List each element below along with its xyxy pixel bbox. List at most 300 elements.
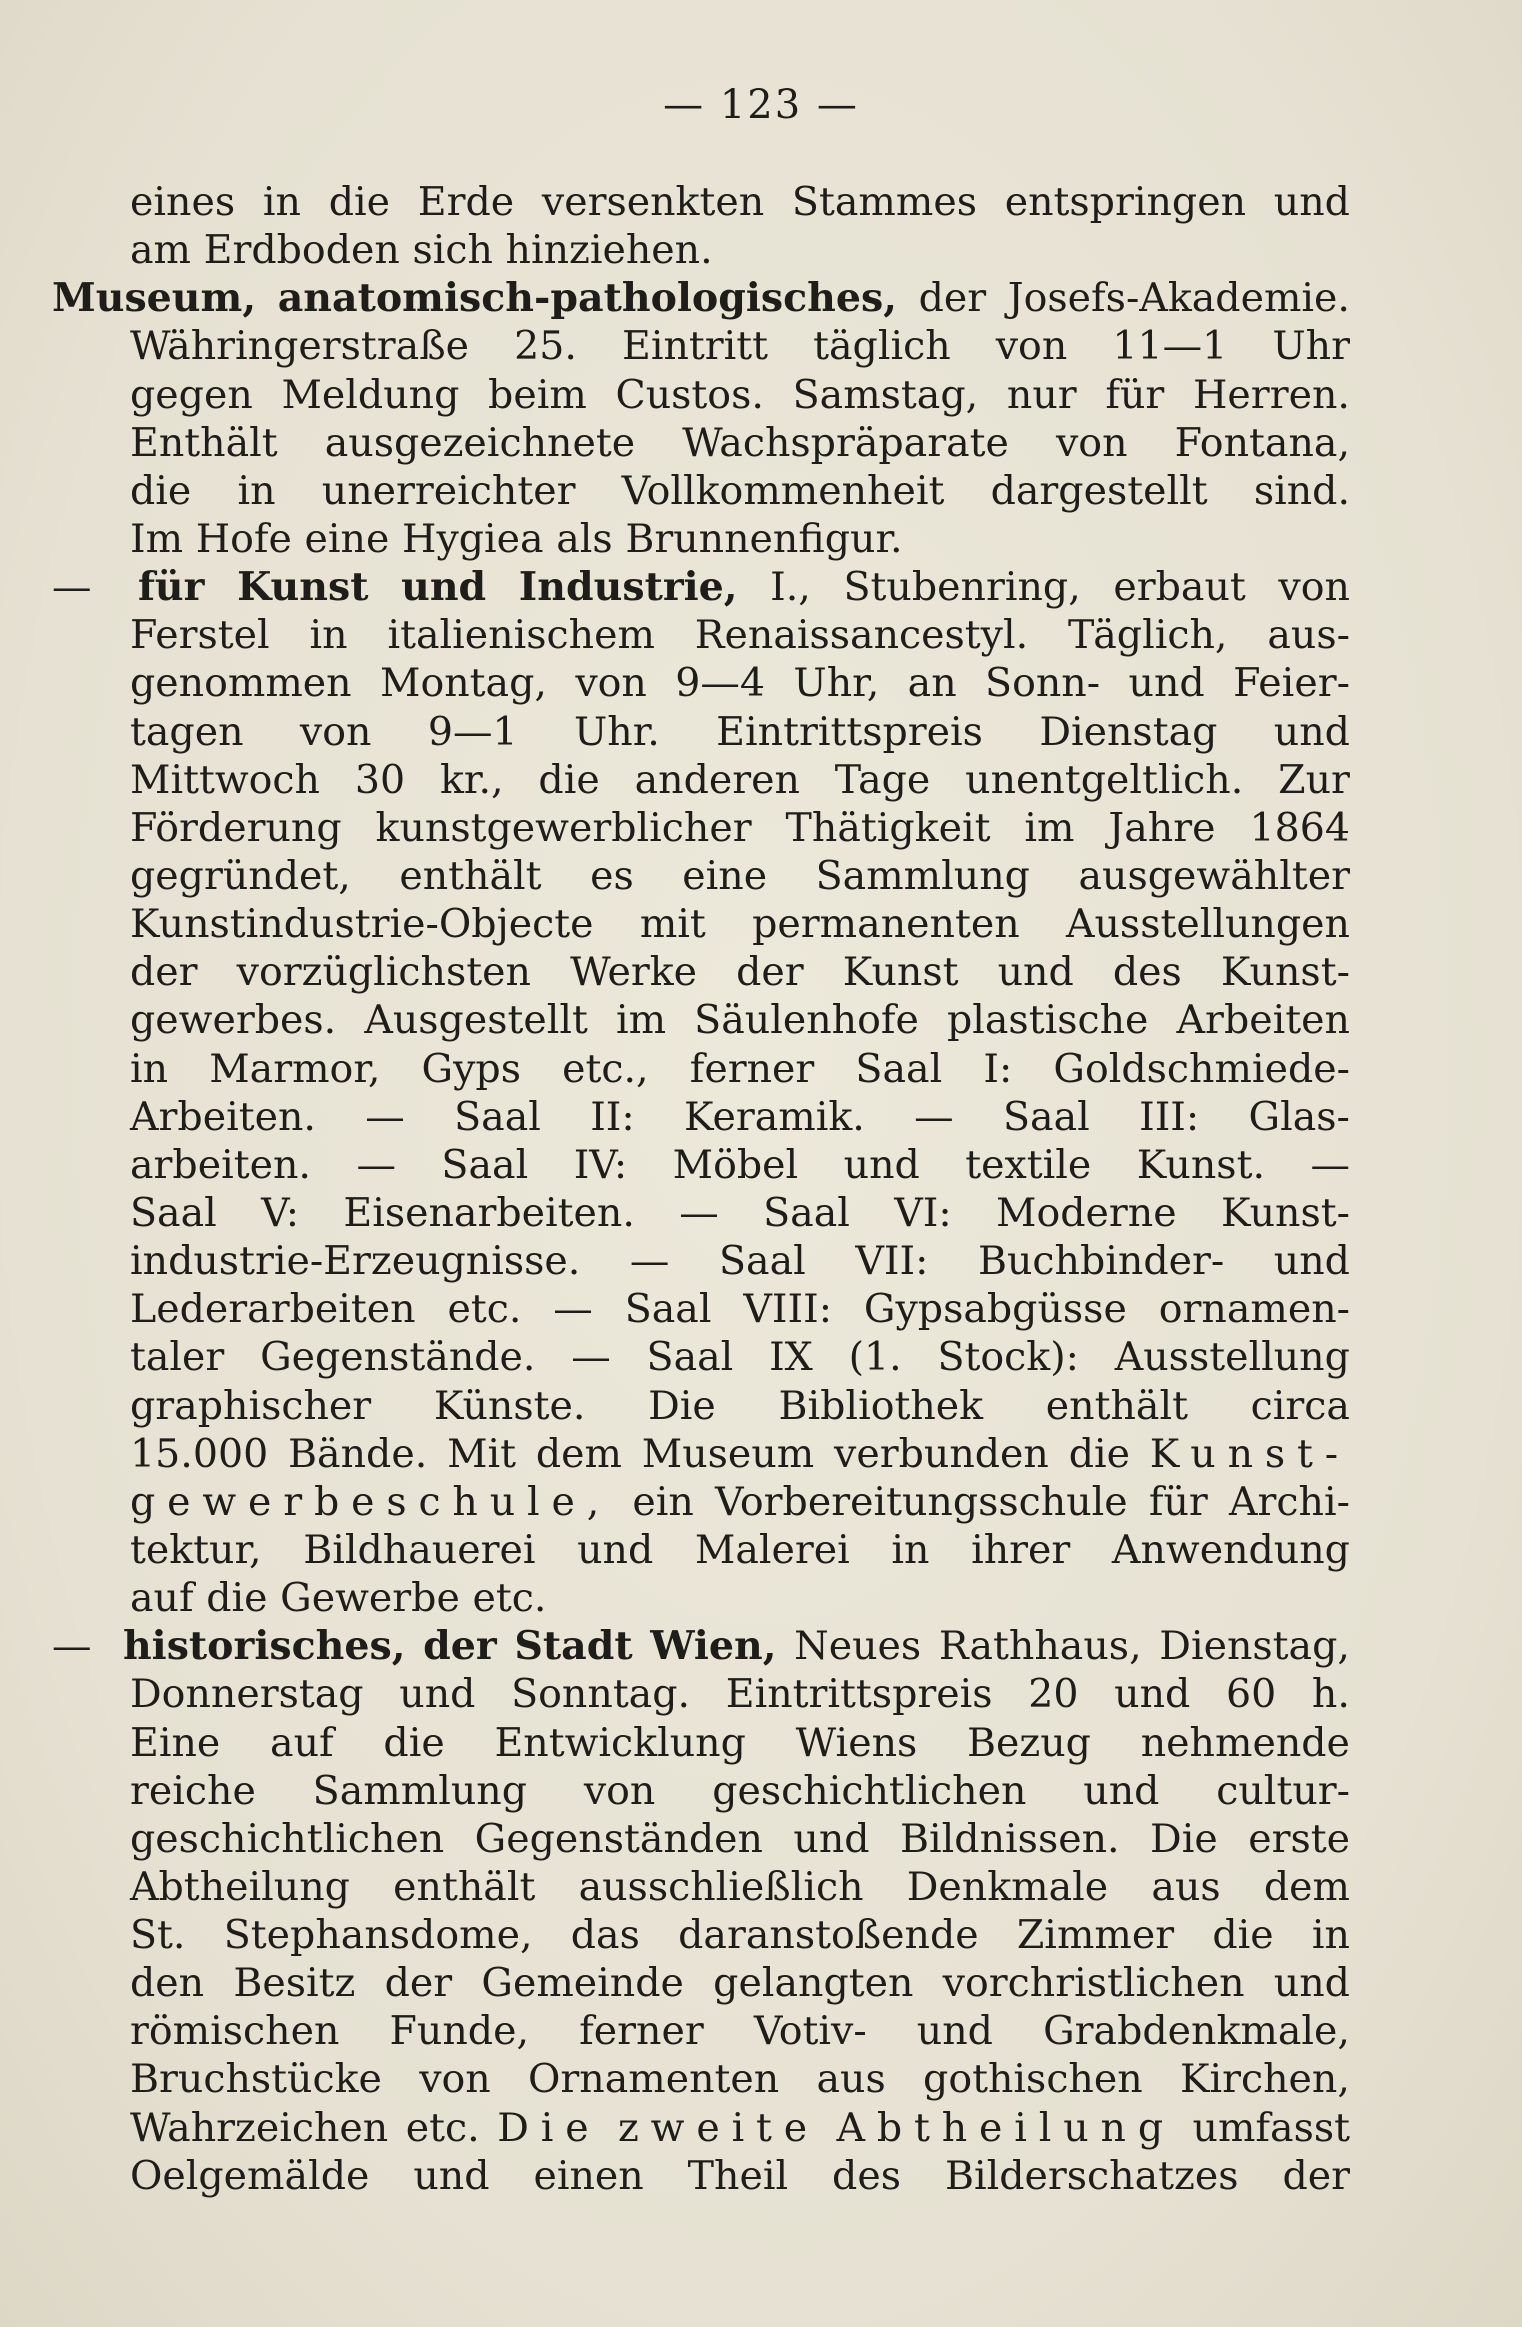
word: cultur-	[1216, 1767, 1350, 1814]
word: Entwicklung	[494, 1719, 746, 1766]
word: Eisenarbeiten.	[343, 1189, 635, 1236]
word: —	[356, 1141, 396, 1188]
word: in	[262, 179, 301, 225]
word: die	[206, 1575, 268, 1622]
word: V:	[261, 1189, 300, 1236]
word: Vorbereitungsschule	[714, 1478, 1128, 1525]
word: von	[1055, 419, 1128, 466]
text-line	[130, 2152, 1350, 2200]
word: und	[1128, 660, 1205, 707]
entry-heading-word: für	[137, 564, 205, 611]
text-line	[52, 274, 1350, 322]
word: Votiv-	[753, 2008, 867, 2055]
word: tektur,	[130, 1526, 262, 1573]
word: dem	[535, 1430, 622, 1477]
word: Oelgemälde	[130, 2152, 370, 2199]
word: —	[1310, 1141, 1350, 1188]
word: Kirchen,	[1179, 2056, 1350, 2103]
word: Fontana,	[1174, 419, 1350, 466]
word: ferner	[579, 2008, 704, 2055]
word: Anwendung	[1111, 1526, 1350, 1573]
word: Bruchstücke	[130, 2056, 382, 2103]
word: und	[916, 2008, 993, 2055]
text-line	[130, 1045, 1350, 1093]
word: der	[384, 1960, 453, 2007]
word: Marmor,	[209, 1045, 381, 1092]
word: Ornamenten	[528, 2056, 780, 2103]
word: 60	[1225, 1671, 1277, 1718]
word: Ausstellungen	[1065, 901, 1350, 948]
word: für	[1105, 371, 1165, 418]
word: für	[1148, 1478, 1208, 1525]
word: Moderne	[996, 1189, 1177, 1236]
word: industrie-Erzeugnisse.	[130, 1238, 581, 1285]
text-line	[130, 708, 1350, 756]
entry-heading-word: Industrie,	[518, 564, 738, 611]
word: Theil	[687, 2152, 789, 2199]
word: nur	[1006, 371, 1077, 418]
word: Gegenstände.	[260, 1334, 536, 1381]
word: zweite	[618, 2104, 819, 2151]
word: —	[365, 1093, 405, 1140]
word: Stephansdome,	[223, 1912, 533, 1959]
word: 11—1	[1112, 323, 1228, 370]
word: eine	[304, 515, 390, 562]
word: Die	[1150, 1815, 1218, 1862]
word: Saal	[1002, 1093, 1090, 1140]
word: Zur	[1278, 756, 1350, 803]
word: etc.	[472, 1575, 547, 1622]
word: gegen	[130, 371, 253, 418]
word: gegründet,	[130, 852, 351, 899]
word: sind.	[1253, 467, 1350, 514]
word: in	[237, 467, 276, 514]
word: enthält	[1045, 1382, 1188, 1429]
text-line	[130, 322, 1350, 370]
word: Wachspräparate	[682, 419, 1009, 466]
entry-dash: —	[52, 564, 92, 611]
word: im	[615, 997, 667, 1044]
word: Kunst-	[1220, 949, 1350, 996]
word: Hofe	[195, 515, 292, 562]
word: tagen	[130, 708, 244, 755]
word: Bilderschatzes	[944, 2152, 1239, 2199]
word: und	[843, 1141, 920, 1188]
word: Grabdenkmale,	[1043, 2008, 1350, 2055]
word: Saal	[855, 1045, 943, 1092]
word: Eine	[130, 1719, 221, 1766]
word: Renaissancestyl.	[694, 612, 1029, 659]
word: in	[130, 1045, 169, 1092]
word: Gemeinde	[481, 1960, 684, 2007]
word: Saal	[718, 1238, 806, 1285]
entry-heading-word: und	[401, 564, 487, 611]
word: Glas-	[1248, 1093, 1350, 1140]
word: die	[1212, 1912, 1274, 1959]
word: dem	[1263, 1863, 1350, 1910]
word: Stubenring,	[843, 564, 1081, 611]
word: plastische	[946, 997, 1149, 1044]
word: 25.	[514, 323, 577, 370]
word: Eintritt	[621, 323, 769, 370]
word: Dienstag,	[1159, 1623, 1350, 1670]
entry-heading-word: historisches,	[122, 1623, 406, 1670]
word: an	[907, 660, 957, 707]
word: den	[130, 1960, 205, 2007]
word: gothischen	[923, 2056, 1143, 2103]
word: Gypsabgüsse	[863, 1286, 1127, 1333]
word: Uhr,	[793, 660, 880, 707]
word: in	[1311, 1912, 1350, 1959]
word: der	[918, 275, 987, 322]
word: 9—1	[427, 708, 518, 755]
word: die	[130, 467, 192, 514]
word: auf	[130, 1575, 194, 1622]
word: Saal	[454, 1093, 541, 1140]
word: Werke	[570, 949, 698, 996]
word: Ausgestellt	[364, 997, 588, 1044]
word: dargestellt	[990, 467, 1208, 514]
word: Saal	[624, 1286, 712, 1333]
word: Künste.	[433, 1382, 586, 1429]
word: Wiens	[795, 1719, 918, 1766]
entry-heading-word: Stadt	[514, 1623, 633, 1670]
word: Abtheilung	[836, 2104, 1175, 2151]
word: Herren.	[1192, 371, 1350, 418]
word: Im	[130, 515, 184, 562]
text-line	[130, 1430, 1350, 1478]
text-line	[130, 1478, 1350, 1526]
word: eine	[682, 852, 768, 899]
word: und	[793, 1815, 870, 1862]
word: Archi-	[1229, 1478, 1350, 1525]
word: gelangten	[713, 1960, 914, 2007]
word: Säulenhofe	[694, 997, 919, 1044]
word: Brunnenfigur.	[625, 515, 903, 562]
word: römischen	[130, 2008, 340, 2055]
text-line	[130, 611, 1350, 659]
word: der	[130, 949, 198, 996]
text-line	[130, 1767, 1350, 1815]
word: Erdboden	[203, 227, 400, 274]
word: Saal	[441, 1141, 529, 1188]
word: Josefs-Akademie.	[1007, 275, 1350, 322]
word: Täglich,	[1068, 612, 1228, 659]
word: Saal	[646, 1334, 734, 1381]
word: Möbel	[672, 1141, 799, 1188]
text-line	[130, 1719, 1350, 1767]
word: des	[832, 2152, 901, 2199]
word: versenkten	[541, 179, 765, 225]
word: Stammes	[791, 179, 977, 225]
word: aus-	[1267, 612, 1350, 659]
word: Stock):	[937, 1334, 1079, 1381]
word: und	[1273, 179, 1350, 225]
entry-heading-word: Wien,	[650, 1623, 777, 1670]
word: vorchristlichen	[942, 1960, 1245, 2007]
word: Buchbinder-	[977, 1238, 1225, 1285]
word: Thätigkeit	[785, 804, 991, 851]
word: von	[575, 660, 647, 707]
word: h.	[1311, 1671, 1350, 1718]
word: Kunstindustrie-Objecte	[130, 901, 594, 948]
word: etc.	[447, 1286, 522, 1333]
word: Feier-	[1233, 660, 1350, 707]
word: I.,	[770, 564, 811, 611]
text-line	[130, 756, 1350, 804]
word: erste	[1248, 1815, 1350, 1862]
word: sich	[412, 227, 493, 274]
word: kr.,	[439, 756, 504, 803]
word: VI:	[894, 1189, 952, 1236]
word: ornamen-	[1158, 1286, 1350, 1333]
text-line	[130, 1863, 1350, 1911]
word: enthält	[393, 1863, 536, 1910]
word: die	[328, 179, 390, 225]
text-line	[130, 226, 1350, 274]
word: von	[583, 1767, 656, 1814]
word: Gewerbe	[280, 1575, 460, 1622]
text-line	[130, 1815, 1350, 1863]
word: und	[1114, 1671, 1191, 1718]
entry-heading-word: anatomisch-pathologisches,	[277, 275, 898, 322]
word: 1864	[1249, 804, 1350, 851]
word: Bildnissen.	[900, 1815, 1120, 1862]
word: Eintrittspreis	[716, 708, 983, 755]
word: graphischer	[130, 1382, 372, 1429]
word: unerreichter	[321, 467, 576, 514]
word: und	[1273, 1960, 1350, 2007]
word: Zimmer	[1016, 1912, 1175, 1959]
word: gewerbes.	[130, 997, 337, 1044]
word: aus	[816, 2056, 886, 2103]
word: und	[399, 1671, 476, 1718]
word: VIII:	[743, 1286, 833, 1333]
word: Custos.	[615, 371, 764, 418]
word: und	[577, 1526, 654, 1573]
word: Neues	[794, 1623, 922, 1670]
entry-dash: —	[52, 1623, 92, 1670]
word: einen	[533, 2152, 644, 2199]
word: entspringen	[1004, 179, 1247, 225]
word: —	[679, 1189, 719, 1236]
word: ein	[632, 1478, 694, 1525]
word: von	[995, 323, 1068, 370]
word: nehmende	[1140, 1719, 1350, 1766]
text-line	[52, 563, 1350, 611]
word: und	[413, 2152, 490, 2199]
word: Bibliothek	[778, 1382, 984, 1429]
text-line	[130, 1141, 1350, 1189]
word: Wahrzeichen	[130, 2104, 389, 2151]
word: Währingerstraße	[130, 323, 469, 370]
word: Rathhaus,	[938, 1623, 1142, 1670]
word: Samstag,	[792, 371, 979, 418]
word: mit	[639, 901, 706, 948]
word: Lederarbeiten	[130, 1286, 416, 1333]
text-line	[130, 852, 1350, 900]
text-line	[130, 948, 1350, 996]
word: I:	[983, 1045, 1013, 1092]
word: Hygiea	[402, 515, 544, 562]
word: hinziehen.	[505, 227, 713, 274]
word: unentgeltlich.	[965, 756, 1244, 803]
word: Meldung	[281, 371, 460, 418]
word: geschichtlichen	[712, 1767, 1027, 1814]
word: Denkmale	[906, 1863, 1109, 1910]
word: Bezug	[967, 1719, 1091, 1766]
word: Museum	[641, 1430, 815, 1477]
word: Kunst-	[1149, 1430, 1350, 1477]
word: reiche	[130, 1767, 256, 1814]
text-line	[130, 1526, 1350, 1574]
word: gewerbeschule,	[130, 1478, 612, 1525]
text-line	[130, 1333, 1350, 1381]
word: im	[1024, 804, 1075, 851]
word: Keramik.	[684, 1093, 865, 1140]
word: Saal	[763, 1189, 850, 1236]
word: erbaut	[1113, 564, 1246, 611]
word: —	[553, 1286, 593, 1333]
word: ausgewählter	[1078, 852, 1350, 899]
word: von	[299, 708, 372, 755]
word: eines	[130, 179, 236, 225]
word: Tage	[834, 756, 931, 803]
word: Montag,	[380, 660, 547, 707]
word: ferner	[689, 1045, 815, 1092]
word: circa	[1250, 1382, 1350, 1429]
word: Arbeiten	[1176, 997, 1350, 1044]
text-line	[130, 1237, 1350, 1285]
word: (1.	[848, 1334, 902, 1381]
word: Sonn-	[985, 660, 1101, 707]
word: Ausstellung	[1114, 1334, 1350, 1381]
word: Sonntag.	[511, 1671, 691, 1718]
text-line	[130, 804, 1350, 852]
word: Ferstel	[130, 612, 270, 659]
word: —	[629, 1238, 670, 1285]
word: es	[590, 852, 634, 899]
text-line	[130, 1382, 1350, 1430]
word: Uhr.	[573, 708, 660, 755]
word: Mittwoch	[130, 756, 320, 803]
word: permanenten	[752, 901, 1020, 948]
word: Die	[497, 2104, 601, 2151]
word: auf	[270, 1719, 334, 1766]
word: Mit	[447, 1430, 517, 1477]
word: Bände.	[288, 1430, 428, 1477]
word: Gegenständen	[474, 1815, 763, 1862]
word: IX	[769, 1334, 813, 1381]
text-line	[130, 1911, 1350, 1959]
text-line	[130, 2055, 1350, 2103]
word: kunstgewerblicher	[375, 804, 752, 851]
text-line	[130, 467, 1350, 515]
word: Vollkommenheit	[621, 467, 945, 514]
word: Arbeiten.	[130, 1093, 316, 1140]
word: —	[914, 1093, 954, 1140]
word: Kunst-	[1220, 1189, 1350, 1236]
word: Kunst.	[1136, 1141, 1266, 1188]
word: textile	[965, 1141, 1092, 1188]
text-line	[130, 178, 1350, 226]
word: taler	[130, 1334, 225, 1381]
word: Funde,	[389, 2008, 530, 2055]
word: ausgezeichnete	[324, 419, 636, 466]
word: und	[1273, 708, 1350, 755]
word: 9—4	[675, 660, 766, 707]
word: etc.,	[562, 1045, 649, 1092]
word: Förderung	[130, 804, 342, 851]
word: die	[383, 1719, 445, 1766]
word: am	[130, 227, 192, 274]
word: II:	[590, 1093, 635, 1140]
word: Enthält	[130, 419, 278, 466]
word: 15.000	[130, 1430, 269, 1477]
word: Bildhauerei	[303, 1526, 536, 1573]
text-line	[130, 515, 1350, 563]
text-line	[130, 2007, 1350, 2055]
text-line	[130, 2104, 1350, 2152]
text-line	[130, 371, 1350, 419]
word: in	[309, 612, 348, 659]
word: St.	[130, 1912, 186, 1959]
word: anderen	[634, 756, 800, 803]
text-line	[130, 1093, 1350, 1141]
word: Uhr	[1272, 323, 1350, 370]
word: und	[1273, 1238, 1350, 1285]
word: Jahre	[1108, 804, 1216, 851]
word: —	[571, 1334, 611, 1381]
word: vorzüglichsten	[236, 949, 531, 996]
word: von	[1278, 564, 1350, 611]
text-line	[130, 1670, 1350, 1718]
word: der	[1282, 2152, 1350, 2199]
word: verbunden	[834, 1430, 1049, 1477]
word: III:	[1139, 1093, 1200, 1140]
word: Goldschmiede-	[1053, 1045, 1350, 1092]
word: der	[736, 949, 804, 996]
word: Saal	[130, 1189, 217, 1236]
text-line	[130, 1189, 1350, 1237]
word: Abtheilung	[130, 1863, 350, 1910]
word: Malerei	[694, 1526, 850, 1573]
text-line	[130, 659, 1350, 707]
word: Sammlung	[815, 852, 1030, 899]
word: die	[1068, 1430, 1130, 1477]
body-text	[52, 178, 1350, 2200]
text-line	[130, 419, 1350, 467]
word: beim	[488, 371, 587, 418]
entry-heading-word: Kunst	[237, 564, 369, 611]
word: als	[556, 515, 613, 562]
word: Die	[648, 1382, 716, 1429]
word: Besitz	[233, 1960, 356, 2007]
text-line	[130, 900, 1350, 948]
entry-heading-word: Museum,	[52, 275, 257, 322]
word: die	[538, 756, 600, 803]
word: täglich	[813, 323, 951, 370]
word: daranstoßende	[678, 1912, 979, 1959]
word: Dienstag	[1039, 708, 1218, 755]
word: aus	[1151, 1863, 1221, 1910]
word: ausschließlich	[578, 1863, 864, 1910]
word: italienischem	[387, 612, 655, 659]
word: enthält	[399, 852, 542, 899]
word: 30	[354, 756, 406, 803]
word: das	[570, 1912, 640, 1959]
text-line	[130, 1959, 1350, 2007]
